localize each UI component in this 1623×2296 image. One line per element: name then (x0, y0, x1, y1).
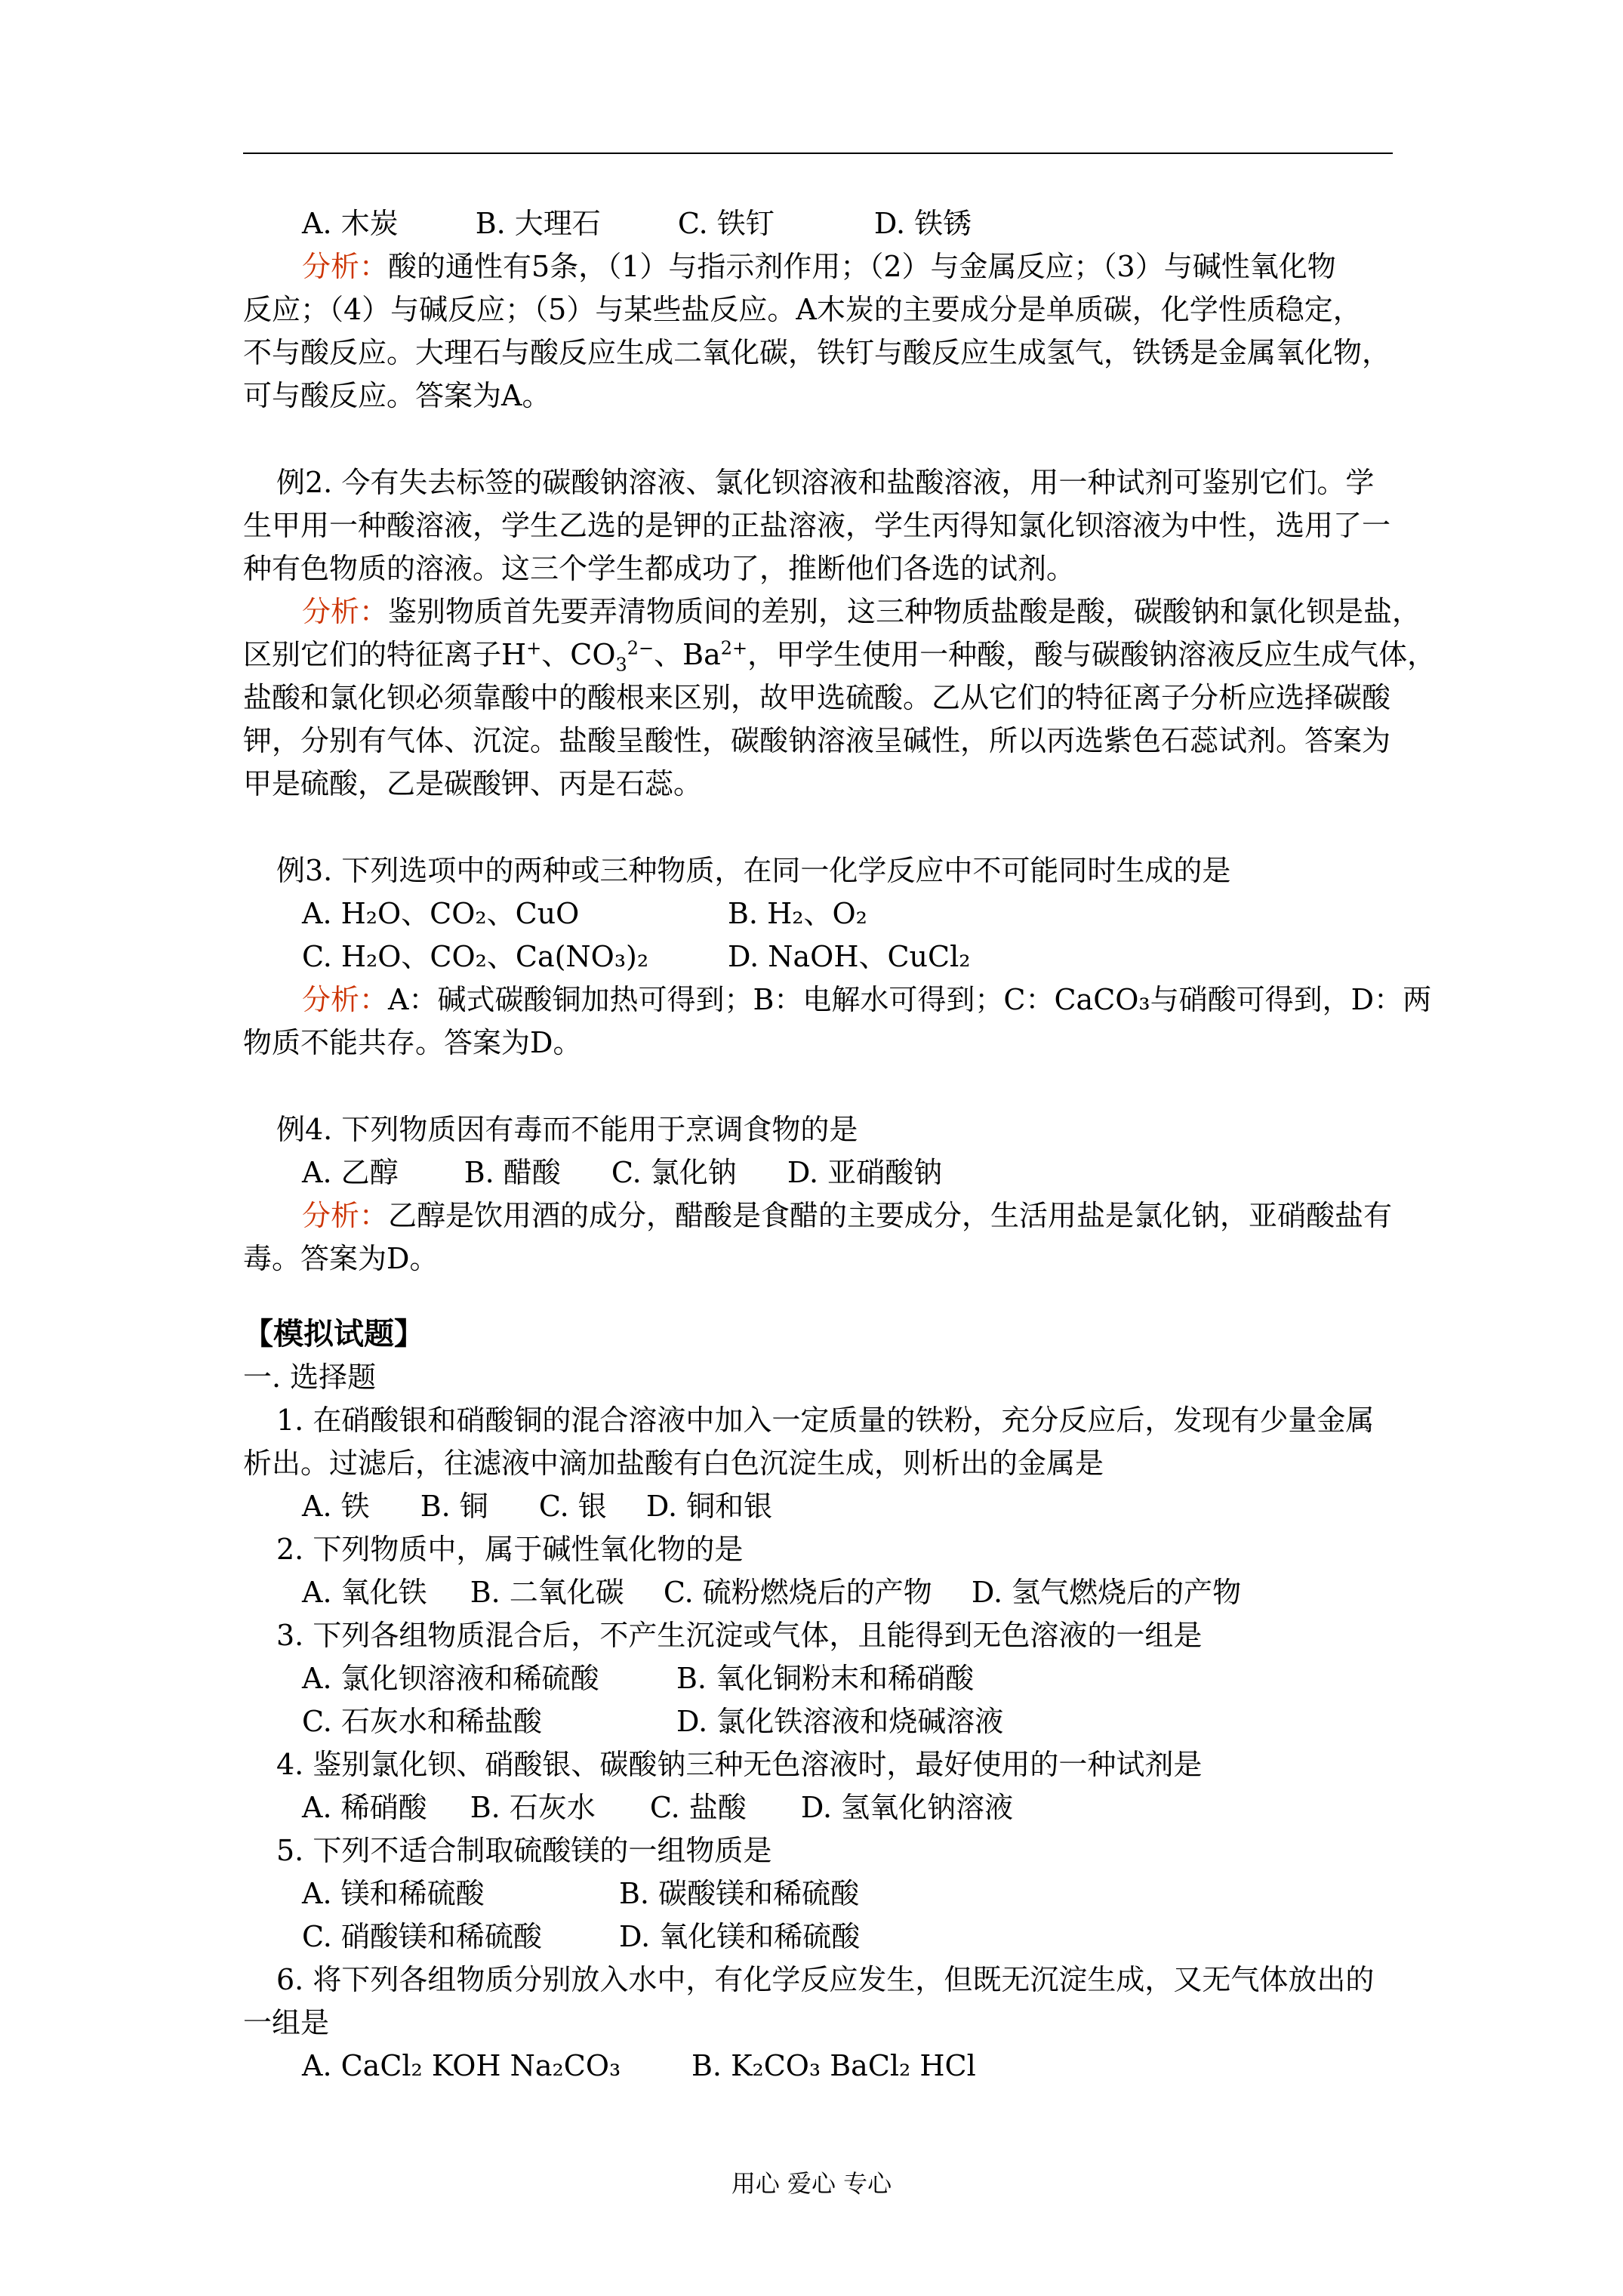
q4-option-d: D. 氢氧化钠溶液 (800, 1791, 1014, 1824)
superscript: 2+ (720, 637, 748, 659)
analysis-label: 分析： (302, 983, 389, 1016)
ex4-options (302, 1151, 942, 1194)
q5-option-d: D. 氧化镁和稀硫酸 (619, 1920, 861, 1953)
q5-option-c: C. 硝酸镁和稀硫酸 (302, 1920, 542, 1953)
q1-line: 析出。过滤后，往滤液中滴加盐酸有白色沉淀生成，则析出的金属是 (243, 1447, 1104, 1480)
section-title: 【模拟试题】 (243, 1316, 424, 1351)
ex4-question: 例4. 下列物质因有毒而不能用于烹调食物的是 (276, 1113, 858, 1146)
ex1-options (302, 202, 972, 245)
ex1-analysis-line (302, 245, 1336, 288)
header-rule (243, 153, 1393, 154)
text: 、Ba (654, 638, 721, 671)
q2-option-d: D. 氢气燃烧后的产物 (971, 1576, 1242, 1609)
q4-option-b: B. 石灰水 (470, 1791, 596, 1824)
ex4-option-a: A. 乙醇 (302, 1156, 399, 1189)
q2-option-b: B. 二氧化碳 (470, 1576, 624, 1609)
ex3-analysis-line (302, 978, 1431, 1022)
superscript: 2− (627, 637, 654, 659)
q3-line: 3. 下列各组物质混合后，不产生沉淀或气体，且能得到无色溶液的一组是 (276, 1619, 1203, 1652)
q5-line: 5. 下列不适合制取硫酸镁的一组物质是 (276, 1834, 772, 1867)
ex3-option-b: B. H₂、O₂ (728, 897, 867, 930)
ex4-analysis-line: 毒。答案为D。 (243, 1242, 439, 1275)
ex2-analysis-line (243, 633, 1436, 676)
ex3-option-c: C. H₂O、CO₂、Ca(NO₃)₂ (302, 940, 649, 973)
q2-options (302, 1570, 1241, 1614)
text: 乙醇是饮用酒的成分，醋酸是食醋的主要成分，生活用盐是氯化钠，亚硝酸盐有 (388, 1199, 1393, 1232)
analysis-label: 分析： (302, 1199, 389, 1232)
q1-option-d: D. 铜和银 (645, 1490, 773, 1523)
ex4-analysis-line (302, 1194, 1392, 1237)
ex2-analysis-line: 钾，分别有气体、沉淀。盐酸呈酸性，碳酸钠溶液呈碱性，所以丙选紫色石蕊试剂。答案为 (243, 724, 1391, 757)
text: A：碱式碳酸铜加热可得到；B：电解水可得到；C：CaCO₃与硝酸可得到，D：两 (388, 983, 1432, 1016)
q3-option-d: D. 氯化铁溶液和烧碱溶液 (676, 1705, 1004, 1738)
ex2-analysis-line: 盐酸和氯化钡必须靠酸中的酸根来区别，故甲选硫酸。乙从它们的特征离子分析应选择碳酸 (243, 681, 1391, 714)
ex4-option-d: D. 亚硝酸钠 (787, 1156, 943, 1189)
q1-option-a: A. 铁 (302, 1490, 370, 1523)
analysis-label: 分析： (302, 595, 389, 628)
text: 、CO (541, 638, 616, 671)
ex1-analysis-line: 不与酸反应。大理石与酸反应生成二氧化碳，铁钉与酸反应生成氢气，铁锈是金属氧化物， (243, 336, 1391, 369)
q3-option-b: B. 氧化铜粉末和稀硝酸 (676, 1662, 975, 1695)
q3-option-c: C. 石灰水和稀盐酸 (302, 1705, 542, 1738)
q4-option-c: C. 盐酸 (649, 1791, 747, 1824)
subscript: 3 (615, 654, 627, 676)
sub-title: 一. 选择题 (243, 1361, 377, 1394)
ex1-option-b: B. 大理石 (475, 207, 601, 240)
text: 鉴别物质首先要弄清物质间的差别，这三种物质盐酸是酸，碳酸钠和氯化钡是盐， (388, 595, 1421, 628)
q6-option-a: A. CaCl₂ KOH Na₂CO₃ (302, 2049, 621, 2082)
ex1-analysis-line: 可与酸反应。答案为A。 (243, 379, 551, 412)
q5-option-b: B. 碳酸镁和稀硫酸 (619, 1877, 860, 1910)
ex2-question-line: 生甲用一种酸溶液，学生乙选的是钾的正盐溶液，学生丙得知氯化钡溶液为中性，选用了一 (243, 509, 1391, 542)
ex1-option-a: A. 木炭 (302, 207, 399, 240)
ex1-analysis-line: 反应；（4）与碱反应；（5）与某些盐反应。A木炭的主要成分是单质碳，化学性质稳定， (243, 293, 1362, 326)
superscript: + (526, 637, 542, 659)
ex3-analysis-line: 物质不能共存。答案为D。 (243, 1026, 582, 1059)
q6-line: 6. 将下列各组物质分别放入水中，有化学反应发生，但既无沉淀生成，又无气体放出的 (276, 1963, 1375, 1996)
ex4-option-b: B. 醋酸 (463, 1156, 561, 1189)
ex2-analysis-line (302, 590, 1421, 633)
q4-options (302, 1786, 1013, 1829)
text: 酸的通性有5条，（1）与指示剂作用；（2）与金属反应；（3）与碱性氧化物 (388, 250, 1336, 283)
ex3-option-d: D. NaOH、CuCl₂ (728, 940, 971, 973)
ex1-option-c: C. 铁钉 (677, 207, 775, 240)
q2-line: 2. 下列物质中，属于碱性氧化物的是 (276, 1533, 744, 1566)
q5-option-a: A. 镁和稀硫酸 (302, 1877, 485, 1910)
page-footer: 用心 爱心 专心 (731, 2169, 892, 2198)
q2-option-c: C. 硫粉燃烧后的产物 (663, 1576, 932, 1609)
q3-option-a: A. 氯化钡溶液和稀硫酸 (302, 1662, 599, 1695)
ex2-analysis-line: 甲是硫酸，乙是碳酸钾、丙是石蕊。 (243, 767, 703, 800)
q4-option-a: A. 稀硝酸 (302, 1791, 427, 1824)
q1-options (302, 1484, 772, 1528)
q1-option-c: C. 银 (538, 1490, 607, 1523)
q1-option-b: B. 铜 (420, 1490, 488, 1523)
q1-line: 1. 在硝酸银和硝酸铜的混合溶液中加入一定质量的铁粉，充分反应后，发现有少量金属 (276, 1404, 1375, 1437)
ex1-option-d: D. 铁锈 (873, 207, 972, 240)
analysis-label: 分析： (302, 250, 389, 283)
q4-line: 4. 鉴别氯化钡、硝酸银、碳酸钠三种无色溶液时，最好使用的一种试剂是 (276, 1748, 1203, 1781)
ex2-question-line: 种有色物质的溶液。这三个学生都成功了，推断他们各选的试剂。 (243, 552, 1076, 585)
text: ，甲学生使用一种酸，酸与碳酸钠溶液反应生成气体， (747, 638, 1437, 671)
ex4-option-c: C. 氯化钠 (611, 1156, 737, 1189)
ex3-question: 例3. 下列选项中的两种或三种物质，在同一化学反应中不可能同时生成的是 (276, 854, 1231, 887)
q2-option-a: A. 氧化铁 (302, 1576, 427, 1609)
q6-line: 一组是 (243, 2006, 330, 2039)
ex3-option-a: A. H₂O、CO₂、CuO (302, 897, 580, 930)
text: 区别它们的特征离子H (243, 638, 527, 671)
q6-option-b: B. K₂CO₃ BaCl₂ HCl (691, 2049, 976, 2082)
ex2-question-line: 例2. 今有失去标签的碳酸钠溶液、氯化钡溶液和盐酸溶液，用一种试剂可鉴别它们。学 (276, 466, 1375, 499)
